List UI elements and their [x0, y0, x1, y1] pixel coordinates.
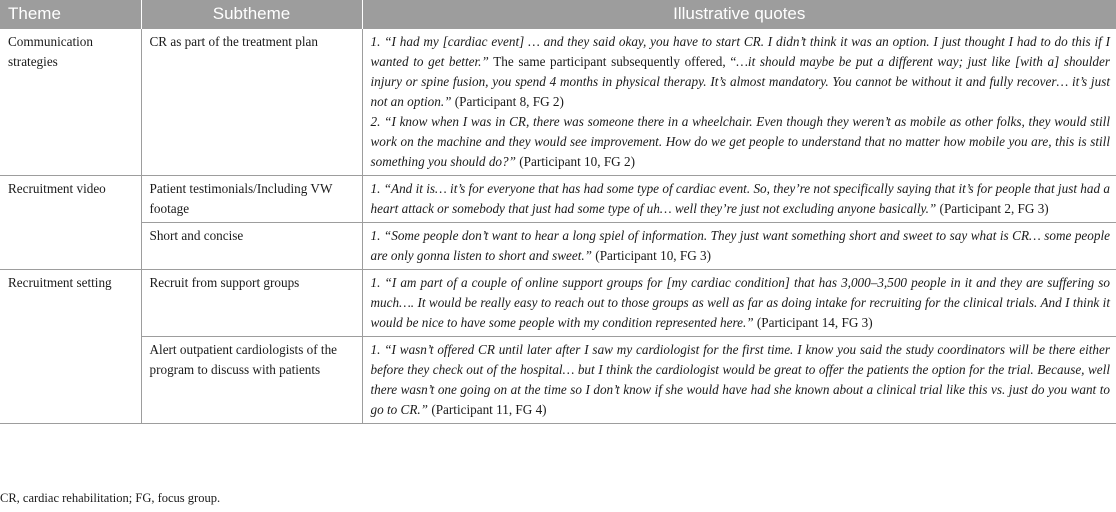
quotes-cell: [362, 337, 1116, 424]
theme-cell: [0, 337, 141, 424]
quote-paragraph: [371, 273, 1111, 333]
quote-paragraph: [371, 226, 1111, 266]
quote-text: 1. “I am part of a couple of online support groups for [my cardiac condition] that has 3,000–3,500 people in it and they are suffering so much…. It would be really easy to reach out to those groups as well as far as doing intake for recruiting for the clinical trials. And I think it would be nice to have some people with my condition represented here.”: [370, 275, 1110, 330]
theme-cell: Recruitment setting: [0, 270, 141, 337]
table-body: [0, 29, 1116, 424]
quote-attribution: (Participant 10, FG 2): [515, 154, 635, 169]
quote-attribution: (Participant 11, FG 4): [428, 402, 547, 417]
quote-paragraph: [371, 340, 1111, 420]
quote-text: 1. “Some people don’t want to hear a long spiel of information. They just want something short and sweet to say what is CR… some people are only gonna listen to short and sweet.”: [370, 228, 1110, 263]
quote-attribution: (Participant 2, FG 3): [936, 201, 1049, 216]
table-footnote: CR, cardiac rehabilitation; FG, focus group.: [0, 491, 221, 505]
table-row: [0, 270, 1116, 337]
subtheme-cell: Alert outpatient cardiologists of the program to discuss with patients: [141, 337, 362, 424]
quote-attribution: The same participant subsequently offered, “: [488, 54, 737, 69]
quote-text: 1. “And it is… it’s for everyone that has had some type of cardiac event. So, they’re not specifically saying that it’s for people that just had a heart attack or somebody that just had some type of uh… well they’re just not excluding anyone basically.”: [370, 181, 1110, 216]
quote-attribution: (Participant 14, FG 3): [753, 315, 873, 330]
quote-text: 1. “I wasn’t offered CR until later after I saw my cardiologist for the first time. I know you said the study coordinators will be there either before they check out of the hospital… but I think the cardiologist would be great to offer the patients the option for the trial. Because, well there wasn’t one going on at the time so I don’t know if she would have had she known about a clinical trial like this vs. just do you want to go to CR.”: [370, 342, 1110, 417]
header-subtheme: Subtheme: [141, 0, 362, 29]
header-row: [0, 0, 1116, 29]
quotes-cell: [362, 223, 1116, 270]
quote-paragraph: [371, 179, 1111, 219]
quotes-cell: [362, 176, 1116, 223]
table-row: [0, 176, 1116, 223]
quote-text: …it should maybe be put a different way; just like [with a] shoulder injury or spine fusion, you spend 4 months in physical therapy. It’s almost mandatory. You cannot be without it and fully recover… it’s just not an option.”: [370, 54, 1110, 109]
subtheme-cell: Patient testimonials/Including VW footage: [141, 176, 362, 223]
quotes-cell: [362, 29, 1116, 176]
header-quotes: Illustrative quotes: [362, 0, 1116, 29]
quote-paragraph: [371, 32, 1111, 112]
theme-cell: Recruitment video: [0, 176, 141, 223]
quote-text: 2. “I know when I was in CR, there was someone there in a wheelchair. Even though they weren’t as mobile as other folks, they would still work on the machine and they would see improvement. How do we get people to understand that no matter how mobile you are, this is still something you should do?”: [370, 114, 1110, 169]
quotes-cell: [362, 270, 1116, 337]
theme-cell: Communication strategies: [0, 29, 141, 176]
subtheme-cell: CR as part of the treatment plan: [141, 29, 362, 176]
subtheme-cell: Short and concise: [141, 223, 362, 270]
quote-text: 1. “I had my [cardiac event] … and they said okay, you have to start CR. I didn’t think it was an option. I just thought I had to do this if I wanted to get better.”: [370, 34, 1110, 69]
table-row: [0, 29, 1116, 176]
quote-attribution: (Participant 8, FG 2): [451, 94, 564, 109]
theme-cell: [0, 223, 141, 270]
subtheme-cell: Recruit from support groups: [141, 270, 362, 337]
quote-paragraph: [371, 112, 1111, 172]
header-theme: Theme: [0, 0, 141, 29]
table-row: [0, 337, 1116, 424]
table-row: [0, 223, 1116, 270]
quote-attribution: (Participant 10, FG 3): [592, 248, 712, 263]
